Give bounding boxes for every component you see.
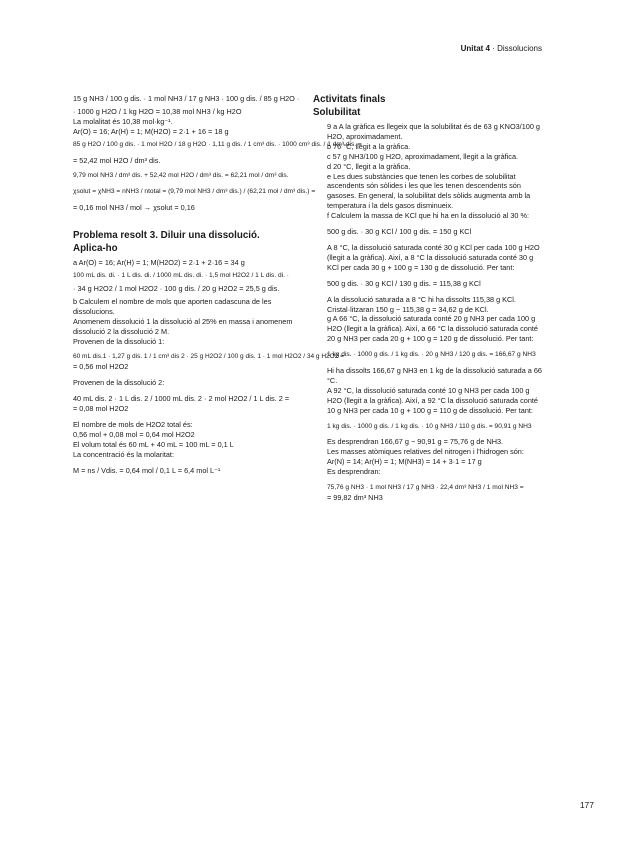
unit-label: Unitat 4	[460, 44, 490, 53]
paragraph: Anomenem dissolució 1 la dissolució al 25% en massa i anomenem dissolució 2 la dissolució 2 M.	[73, 316, 293, 336]
paragraph: A 8 °C, la dissolució saturada conté 30 g KCl per cada 100 g H2O (llegit a la gràfica). Així, a 8 °C la dissolució saturada conté 30 g KCl per cada 30 g + 100 g = 130 g de dissolució. Per tant:	[327, 242, 540, 272]
equation-line: M = ns / Vdis. = 0,64 mol / 0,1 L = 6,4 mol L⁻¹	[73, 465, 221, 475]
equation-line: Ar(O) = 16; Ar(H) = 1; M(H2O) = 2·1 + 16 = 18 g	[73, 126, 229, 136]
equation-line: 1 kg dis. · 1000 g dis. / 1 kg dis. · 10 g NH3 / 110 g dis. = 90,91 g NH3	[327, 422, 532, 430]
problem-heading: Problema resolt 3. Diluir una dissolució.	[73, 230, 260, 242]
answer-item: c 57 g NH3/100 g H2O, aproximadament, llegit a la gràfica.	[327, 151, 519, 161]
equation-line: 60 mL dis.1 · 1,27 g dis. 1 / 1 cm³ dis 2 · 25 g H2O2 / 100 g dis. 1 · 1 mol H2O2 / 34 g H2O2 =	[73, 353, 344, 361]
answer-item: e Les dues substàncies que tenen les corbes de solubilitat ascendents són sòlides i les que les tenen descendents són gasoses. En general, la solubilitat dels sòlids augmenta amb la temperatura i la dels gasos disminueix.	[327, 171, 531, 211]
right-column	[313, 94, 545, 503]
paragraph: Les masses atòmiques relatives del nitrogen i l'hidrogen són:	[327, 447, 524, 457]
paragraph: A 92 °C, la dissolució saturada conté 10 g NH3 per cada 100 g H2O (llegit a la gràfica). Així, a 92 °C la dissolució saturada conté 10 g NH3 per cada 10 g + 100 g = 110 g de dissolució. Per tant:	[327, 385, 538, 415]
equation-line: = 0,08 mol H2O2	[73, 404, 129, 414]
text-line: El nombre de mols de H2O2 total és:	[73, 419, 193, 429]
equation-line: 500 g dis. · 30 g KCl / 100 g dis. = 150 g KCl	[327, 227, 472, 237]
text-line: Es desprendran:	[327, 467, 381, 477]
equation-line: a Ar(O) = 16; Ar(H) = 1; M(H2O2) = 2·1 + 2·16 = 34 g	[73, 258, 245, 268]
equation-line: 9,79 mol NH3 / dm³ dis. + 52,42 mol H2O / dm³ dis. = 62,21 mol / dm³ dis.	[73, 172, 289, 180]
equation-line: 15 g NH3 / 100 g dis. · 1 mol NH3 / 17 g NH3 · 100 g dis. / 85 g H2O ·	[73, 94, 300, 103]
equation-line: 500 g dis. · 30 g KCl / 130 g dis. = 115,38 g KCl	[327, 278, 481, 288]
activities-heading: Activitats finals	[313, 94, 386, 105]
equation-line: Ar(N) = 14; Ar(H) = 1; M(NH3) = 14 + 3·1 = 17 g	[327, 457, 482, 467]
answer-item: f Calculem la massa de KCl que hi ha en la dissolució al 30 %:	[327, 211, 529, 221]
unit-topic: Dissolucions	[497, 44, 542, 53]
equation-line: = 99,82 dm³ NH3	[327, 493, 383, 502]
text-line: El volum total és 60 mL + 40 mL = 100 mL = 0,1 L	[73, 439, 234, 449]
paragraph: Cristal·litzaran 150 g − 115,38 g = 34,62 g de KCl.	[327, 304, 489, 314]
text-line: Provenen de la dissolució 1:	[73, 336, 165, 346]
answer-item: g A 66 °C, la dissolució saturada conté 20 g NH3 per cada 100 g H2O (llegit a la gràfica). Així, a 66 °C la dissolució saturada conté 20 g NH3 per cada 20 g + 100 g = 120 g de dissolució. Per tant:	[327, 314, 538, 344]
answer-item: 9 a A la gràfica es llegeix que la solubilitat és de 63 g KNO3/100 g H2O, aproximadament.	[327, 122, 540, 141]
equation-line: = 0,16 mol NH3 / mol → χsolut = 0,16	[73, 203, 195, 213]
header-separator: ·	[489, 44, 498, 53]
equation-line: = 52,42 mol H2O / dm³ dis.	[73, 155, 161, 165]
running-header	[461, 44, 542, 53]
equation-line: 40 mL dis. 2 · 1 L dis. 2 / 1000 mL dis. 2 · 2 mol H2O2 / 1 L dis. 2 =	[73, 394, 290, 404]
equation-line: 100 mL dis. di. · 1 L dis. di. / 1000 mL dis. di. · 1,5 mol H2O2 / 1 L dis. di. ·	[73, 272, 289, 280]
paragraph: Hi ha dissolts 166,67 g NH3 en 1 kg de la dissolució saturada a 66 °C.	[327, 366, 542, 385]
equation-line: χsolut = χNH3 = nNH3 / ntotal = (9,79 mol NH3 / dm³ dis.) / (62,21 mol / dm³ dis.) =	[73, 188, 316, 196]
paragraph: b Calculem el nombre de mols que aporten cadascuna de les dissolucions.	[73, 296, 272, 316]
answer-item: b 76 °C, llegit a la gràfica.	[327, 141, 411, 151]
paragraph: A la dissolució saturada a 8 °C hi ha dissolts 115,38 g KCl.	[327, 294, 516, 304]
equation-line: = 0,56 mol H2O2	[73, 362, 129, 372]
problem-subheading: Aplica-ho	[73, 242, 118, 254]
equation-line: 1 kg dis. · 1000 g dis. / 1 kg dis. · 20 g NH3 / 120 g dis. = 166,67 g NH3	[327, 351, 536, 359]
text-line: La concentració és la molaritat:	[73, 449, 174, 459]
equation-line: 75,76 g NH3 · 1 mol NH3 / 17 g NH3 · 22,4 dm³ NH3 / 1 mol NH3 =	[327, 484, 524, 492]
text-line: 0,56 mol + 0,08 mol = 0,64 mol H2O2	[73, 429, 195, 439]
text-line: Provenen de la dissolució 2:	[73, 378, 165, 388]
solubility-heading: Solubilitat	[313, 106, 361, 118]
page-number: 177	[579, 800, 594, 810]
paragraph: Es desprendran 166,67 g − 90,91 g = 75,76 g de NH3.	[327, 437, 504, 447]
answer-item: d 20 °C, llegit a la gràfica.	[327, 161, 411, 171]
text-line: La molalitat és 10,38 mol·kg⁻¹.	[73, 116, 173, 126]
equation-line: · 1000 g H2O / 1 kg H2O = 10,38 mol NH3 / kg H2O	[73, 106, 242, 116]
equation-line: · 34 g H2O2 / 1 mol H2O2 · 100 g dis. / 20 g H2O2 = 25,5 g dis.	[73, 283, 280, 293]
equation-line: 85 g H2O / 100 g dis. · 1 mol H2O / 18 g H2O · 1,11 g dis. / 1 cm³ dis. · 1000 cm³ dis. / 1 dm³ dis. =	[73, 140, 362, 148]
